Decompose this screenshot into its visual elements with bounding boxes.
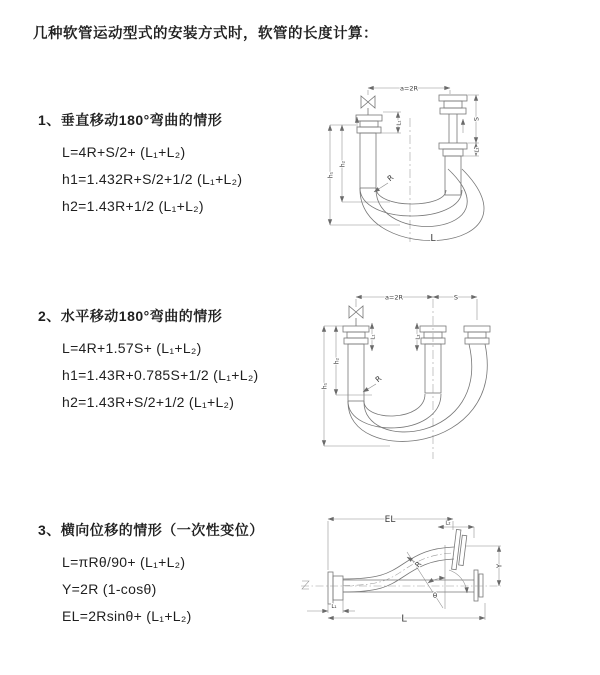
u-bend-arcs [360,169,484,241]
dim-label-a2r: a=2R [399,84,419,93]
dimension-h2 [334,326,373,395]
formula: L=πRθ/90+ (L₁+L₂) [62,554,186,570]
formula: L=4R+1.57S+ (L₁+L₂) [62,340,202,356]
dimension-l1 [307,594,355,613]
dim-label-h1: h₁ [321,382,329,390]
formula: h2=1.43R+S/2+1/2 (L₁+L₂) [62,394,235,410]
section-2-heading: 2、水平移动180°弯曲的情形 [38,308,223,324]
radius-callout [407,557,423,569]
dim-label-y: Y [495,563,504,569]
original-pipe-ghost [343,570,483,601]
dim-label-l1: L₁ [396,120,403,126]
dim-label-l1: L₁ [370,334,377,340]
formula: EL=2Rsinθ+ (L₁+L₂) [62,608,192,624]
diagram-vertical-bend [315,72,600,267]
hose-braid-right [445,156,461,195]
section-3-heading: 3、横向位移的情形（一次性变位） [38,522,264,538]
dim-label-l1: L₁ [331,604,337,610]
dim-label-h1: h₁ [327,171,335,179]
formula: L=4R+S/2+ (L₁+L₂) [62,144,186,160]
section-2 [38,306,259,416]
length-label: L [401,613,407,625]
section-1-heading: 1、垂直移动180°弯曲的情形 [38,112,223,128]
radius-label: R [373,373,384,385]
valve-icon [361,96,375,115]
section-1 [38,110,242,220]
dim-label-h2: h₂ [333,357,341,365]
formula: h1=1.43R+0.785S+1/2 (L₁+L₂) [62,367,259,383]
u-bend-arcs [348,344,487,441]
radius-label: R [412,559,424,570]
dimension-top-a2r [356,293,433,301]
fixed-pipe-flange [356,115,382,133]
moved-pipe-flange [464,326,490,344]
length-label: L [430,233,436,244]
formula: Y=2R (1-cosθ) [62,581,157,597]
dim-label-el: EL [384,515,396,525]
dimension-top-a2r [368,84,450,95]
s-curve-hose [343,547,454,592]
diagram-horizontal-bend [310,283,600,468]
dim-label-l2: L₂ [474,147,481,153]
centerline-break-symbol [302,581,309,589]
dim-label-l2: L₂ [445,520,451,527]
hose-braid-left [360,133,376,188]
hose-braid-left [348,344,364,401]
dimension-h2 [340,125,391,202]
page-title: 几种软管运动型式的安装方式时，软管的长度计算： [33,26,378,42]
dim-label-s: S [472,116,481,122]
angle-label: θ [432,592,438,600]
formula: h2=1.43R+1/2 (L₁+L₂) [62,198,204,214]
moving-pipe-flanges [439,95,467,156]
dimension-l2 [475,143,481,156]
radius-callout [374,173,395,192]
formula: h1=1.432R+S/2+1/2 (L₁+L₂) [62,171,243,187]
dimension-s [462,95,481,156]
dimension-l [328,603,485,624]
dimension-top-s [356,293,477,320]
radius-callout [363,374,383,392]
dimension-l1 [371,323,377,351]
section-3 [38,520,264,630]
fixed-end-flange [328,572,343,604]
dimension-y [496,546,504,586]
dim-label-a2r: a=2R [384,293,404,302]
dimension-l2 [416,323,422,351]
dim-label-s: S [453,293,459,302]
diagram-lateral-displacement [298,508,590,658]
moved-end-flange [452,529,468,570]
fixed-pipe-flange [343,326,369,344]
radius-label: R [385,172,396,184]
valve-icon [349,306,363,326]
dim-label-h2: h₂ [339,160,347,168]
dim-label-l2: L₂ [415,334,422,340]
